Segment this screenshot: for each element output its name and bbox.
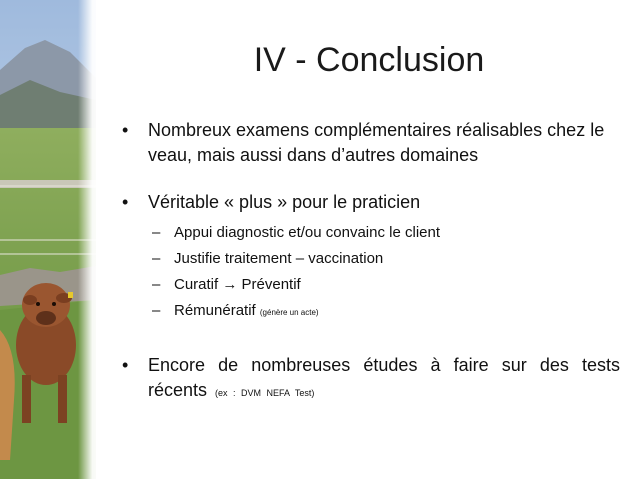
dash-glyph: – [152, 302, 161, 319]
decorative-photo-strip [0, 0, 96, 479]
dash-glyph: – [152, 276, 161, 293]
sub-item [122, 273, 620, 297]
sub-item [122, 247, 620, 271]
bullet-note: (ex : DVM NEFA Test) [215, 388, 315, 398]
bullet-item [122, 118, 620, 168]
arrow-right-icon: → [222, 276, 238, 293]
dash-glyph: – [152, 224, 161, 241]
sub-item [122, 221, 620, 245]
bullet-item [122, 353, 620, 406]
sub-item-text: Justifie traitement – vaccination [174, 250, 384, 267]
bullet-glyph: • [122, 192, 129, 212]
sub-item-note: (génère un acte) [259, 308, 319, 317]
sub-item-text-after: Préventif [237, 276, 301, 293]
bullet-text: Véritable « plus » pour le praticien [148, 192, 421, 212]
bullet-item [122, 190, 620, 215]
sub-item [122, 299, 620, 325]
slide-title: IV - Conclusion [253, 41, 485, 79]
bullet-glyph: • [122, 355, 129, 375]
sub-item-text-before: Curatif [174, 276, 223, 293]
bullet-glyph: • [122, 120, 129, 140]
slide-content [122, 118, 620, 406]
bullet-text: Encore de nombreuses études à faire sur des tests récents [148, 355, 620, 400]
dash-glyph: – [152, 250, 161, 267]
sub-item-text: Rémunératif [174, 302, 256, 319]
sub-list [122, 221, 620, 325]
photo-fade-edge [78, 0, 96, 479]
bullet-text: Nombreux examens complémentaires réalisables chez le veau, mais aussi dans d’autres domaines [148, 120, 605, 165]
sub-item-text: Appui diagnostic et/ou convainc le client [174, 224, 441, 241]
